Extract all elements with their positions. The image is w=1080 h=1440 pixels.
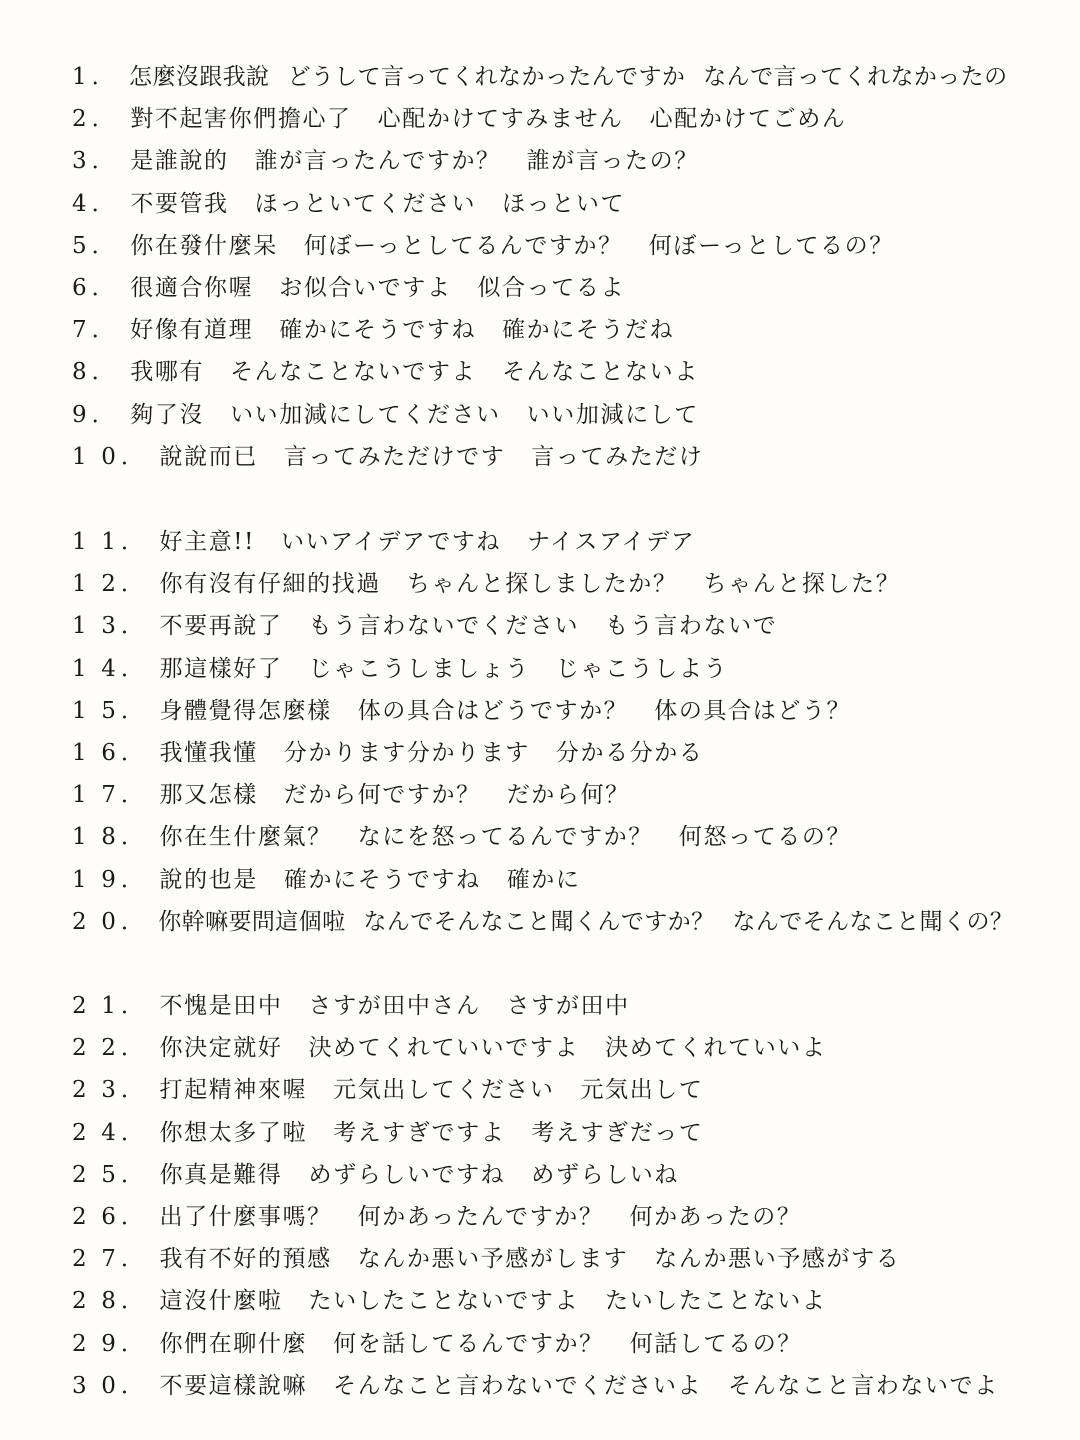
- japanese-polite-phrase: たいしたことないですよ: [308, 1288, 580, 1315]
- phrase-row: [72, 394, 1060, 436]
- chinese-phrase: 你在生什麼氣？: [159, 824, 332, 851]
- japanese-casual-phrase: 心配かけてごめん: [649, 106, 847, 133]
- phrase-row: [72, 1112, 1060, 1154]
- phrase-group-2: [72, 521, 1060, 943]
- chinese-phrase: 那又怎樣: [159, 782, 258, 809]
- japanese-polite-phrase: 考えすぎですよ: [333, 1119, 506, 1146]
- number-separator: ．: [120, 1330, 146, 1357]
- japanese-polite-phrase: 決めてくれていいですよ: [308, 1035, 580, 1062]
- phrase-group-1: [72, 56, 1060, 478]
- japanese-casual-phrase: めずらしいね: [531, 1161, 679, 1188]
- japanese-polite-phrase: ちゃんと探しましたか？: [406, 571, 678, 598]
- chinese-phrase: 出了什麼事嗎？: [159, 1203, 332, 1230]
- number-separator: ．: [120, 824, 146, 851]
- japanese-polite-phrase: そんなこと言わないでくださいよ: [333, 1372, 703, 1399]
- chinese-phrase: 不要這樣說嘛: [159, 1372, 308, 1399]
- phrase-number: 2 9: [72, 1330, 121, 1357]
- phrase-group-3: [72, 985, 1060, 1407]
- japanese-casual-phrase: 何怒ってるの？: [678, 824, 852, 851]
- phrase-number: 1 8: [72, 824, 121, 851]
- phrase-number: 5: [72, 232, 92, 259]
- number-separator: ．: [120, 443, 146, 470]
- phrase-number: 7: [72, 317, 92, 344]
- japanese-casual-phrase: そんなこと言わないでよ: [728, 1372, 999, 1399]
- chinese-phrase: 不要管我: [130, 190, 229, 217]
- phrase-row: [72, 309, 1060, 351]
- japanese-polite-phrase: なにを怒ってるんですか？: [357, 824, 653, 851]
- number-separator: ．: [120, 1372, 146, 1399]
- number-separator: ．: [120, 782, 146, 809]
- phrase-row: [72, 648, 1060, 690]
- phrase-row: [72, 1027, 1060, 1069]
- phrase-row: [72, 351, 1060, 393]
- phrase-row: [72, 56, 1060, 98]
- japanese-polite-phrase: 分かります分かります: [283, 739, 530, 766]
- japanese-polite-phrase: 確かにそうですね: [283, 866, 481, 893]
- phrase-row: [72, 436, 1060, 478]
- phrase-number: 1 0: [72, 443, 121, 470]
- number-separator: ．: [120, 1119, 146, 1146]
- japanese-polite-phrase: だから何ですか？: [283, 782, 481, 809]
- japanese-casual-phrase: じゃこうしよう: [555, 655, 729, 682]
- japanese-casual-phrase: そんなことないよ: [502, 359, 699, 386]
- number-separator: ．: [120, 993, 146, 1019]
- chinese-phrase: 你決定就好: [159, 1035, 283, 1062]
- phrase-number: 1 4: [72, 655, 121, 682]
- phrase-number: 9: [72, 401, 92, 428]
- japanese-polite-phrase: 心配かけてすみません: [377, 106, 624, 133]
- chinese-phrase: 你們在聊什麼: [159, 1330, 308, 1357]
- japanese-casual-phrase: 決めてくれていいよ: [605, 1035, 827, 1062]
- phrase-number: 1 1: [72, 529, 121, 555]
- japanese-casual-phrase: なんで言ってくれなかったの: [703, 64, 1008, 90]
- chinese-phrase: 好像有道理: [130, 317, 254, 344]
- japanese-polite-phrase: 元気出してください: [333, 1077, 555, 1104]
- japanese-polite-phrase: どうして言ってくれなかったんですか: [287, 64, 686, 90]
- phrase-row: [72, 1196, 1060, 1238]
- phrase-row: [72, 1365, 1060, 1407]
- phrase-row: [72, 183, 1060, 225]
- japanese-polite-phrase: なんでそんなこと聞くんですか？: [363, 908, 715, 935]
- phrase-row: [72, 605, 1060, 647]
- phrase-row: [72, 985, 1060, 1027]
- number-separator: ．: [120, 1161, 146, 1188]
- phrase-row: [72, 690, 1060, 732]
- number-separator: ．: [120, 1077, 146, 1104]
- phrase-row: [72, 859, 1060, 901]
- phrase-number: 2 0: [72, 908, 121, 935]
- phrase-number: 2 6: [72, 1203, 121, 1230]
- japanese-polite-phrase: ほっといてください: [254, 190, 477, 217]
- phrase-number: 1 2: [72, 571, 121, 598]
- number-separator: ．: [120, 529, 146, 555]
- number-separator: ．: [120, 1246, 146, 1273]
- number-separator: ．: [91, 317, 117, 344]
- chinese-phrase: 是誰說的: [130, 148, 229, 175]
- number-separator: ．: [120, 866, 146, 893]
- chinese-phrase: 你在發什麼呆: [130, 232, 278, 259]
- number-separator: ．: [91, 64, 116, 90]
- chinese-phrase: 說的也是: [159, 866, 258, 893]
- japanese-casual-phrase: 元気出して: [580, 1077, 704, 1104]
- chinese-phrase: 好主意!!: [159, 529, 255, 555]
- japanese-casual-phrase: 確かにそうだね: [502, 317, 675, 344]
- chinese-phrase: 你有沒有仔細的找過: [159, 571, 381, 598]
- chinese-phrase: 我有不好的預感: [159, 1246, 332, 1273]
- phrase-row: [72, 1323, 1060, 1365]
- phrase-row: [72, 774, 1060, 816]
- japanese-polite-phrase: めずらしいですね: [308, 1161, 506, 1188]
- japanese-polite-phrase: いいアイデアですね: [280, 529, 502, 555]
- japanese-polite-phrase: なんか悪い予感がします: [357, 1246, 629, 1273]
- japanese-casual-phrase: いい加減にして: [526, 401, 699, 428]
- number-separator: ．: [91, 274, 117, 301]
- japanese-casual-phrase: 似合ってるよ: [477, 274, 626, 301]
- number-separator: ．: [120, 571, 146, 598]
- japanese-polite-phrase: 何ぼーっとしてるんですか？: [303, 232, 623, 259]
- phrase-row: [72, 901, 1060, 943]
- chinese-phrase: 夠了沒: [130, 401, 205, 428]
- chinese-phrase: 不愧是田中: [159, 993, 283, 1019]
- japanese-polite-phrase: 言ってみただけです: [283, 443, 506, 470]
- japanese-casual-phrase: 体の具合はどう？: [654, 697, 852, 724]
- chinese-phrase: 不要再說了: [159, 613, 283, 640]
- phrase-number: 2 4: [72, 1119, 121, 1146]
- chinese-phrase: 對不起害你們擔心了: [130, 106, 352, 133]
- japanese-casual-phrase: 考えすぎだって: [531, 1119, 704, 1146]
- phrase-row: [72, 1280, 1060, 1322]
- number-separator: ．: [120, 613, 146, 640]
- phrase-row: [72, 1154, 1060, 1196]
- japanese-polite-phrase: そんなことないですよ: [230, 359, 477, 386]
- chinese-phrase: 你真是難得: [159, 1161, 283, 1188]
- number-separator: ．: [120, 1203, 146, 1230]
- japanese-casual-phrase: 確かに: [506, 866, 581, 893]
- phrase-number: 4: [72, 190, 92, 217]
- chinese-phrase: 說說而已: [159, 443, 258, 470]
- number-separator: ．: [91, 359, 117, 386]
- chinese-phrase: 怎麼沒跟我說: [129, 64, 270, 90]
- phrase-number: 1 3: [72, 613, 121, 640]
- japanese-casual-phrase: 何話してるの？: [629, 1330, 802, 1357]
- phrase-number: 1 9: [72, 866, 121, 893]
- number-separator: ．: [120, 908, 145, 935]
- phrase-number: 2: [72, 106, 92, 133]
- chinese-phrase: 我懂我懂: [159, 739, 258, 766]
- phrase-number: 2 2: [72, 1035, 121, 1062]
- phrase-number: 2 3: [72, 1077, 121, 1104]
- phrase-row: [72, 732, 1060, 774]
- japanese-casual-phrase: 何かあったの？: [629, 1203, 802, 1230]
- japanese-casual-phrase: もう言わないで: [605, 613, 778, 640]
- japanese-polite-phrase: 確かにそうですね: [279, 317, 477, 344]
- phrase-number: 8: [72, 359, 92, 386]
- japanese-casual-phrase: だから何？: [506, 782, 630, 809]
- japanese-casual-phrase: ナイスアイデア: [527, 529, 696, 555]
- number-separator: ．: [120, 655, 146, 682]
- chinese-phrase: 我哪有: [130, 359, 205, 386]
- chinese-phrase: 打起精神來喔: [159, 1077, 308, 1104]
- phrase-number: 3: [72, 148, 92, 175]
- phrase-row: [72, 225, 1060, 267]
- number-separator: ．: [120, 1035, 146, 1062]
- japanese-casual-phrase: 言ってみただけ: [531, 443, 704, 470]
- phrase-number: 2 8: [72, 1288, 121, 1315]
- phrase-number: 3 0: [72, 1372, 121, 1399]
- phrase-row: [72, 140, 1060, 182]
- japanese-casual-phrase: なんか悪い予感がする: [654, 1246, 901, 1273]
- phrase-number: 1: [72, 64, 92, 90]
- number-separator: ．: [91, 148, 117, 175]
- japanese-casual-phrase: なんでそんなこと聞くの？: [732, 908, 1014, 935]
- number-separator: ．: [120, 739, 146, 766]
- chinese-phrase: 這沒什麼啦: [159, 1288, 283, 1315]
- japanese-polite-phrase: お似合いですよ: [279, 274, 452, 301]
- chinese-phrase: 身體覺得怎麼樣: [159, 697, 332, 724]
- japanese-polite-phrase: じゃこうしましょう: [308, 655, 530, 682]
- japanese-polite-phrase: 何かあったんですか？: [357, 1203, 604, 1230]
- phrase-row: [72, 563, 1060, 605]
- phrase-row: [72, 521, 1060, 563]
- phrase-number: 1 7: [72, 782, 121, 809]
- chinese-phrase: 那這樣好了: [159, 655, 283, 682]
- phrase-number: 1 6: [72, 739, 121, 766]
- chinese-phrase: 你幹嘛要問這個啦: [158, 908, 346, 935]
- phrase-row: [72, 1069, 1060, 1111]
- chinese-phrase: 你想太多了啦: [159, 1119, 308, 1146]
- japanese-casual-phrase: 誰が言ったの？: [526, 148, 699, 175]
- number-separator: ．: [91, 401, 117, 428]
- japanese-casual-phrase: 何ぼーっとしてるの？: [648, 232, 894, 259]
- japanese-polite-phrase: 体の具合はどうですか？: [357, 697, 629, 724]
- number-separator: ．: [120, 697, 146, 724]
- phrase-number: 6: [72, 274, 92, 301]
- number-separator: ．: [91, 190, 117, 217]
- japanese-casual-phrase: 分かる分かる: [555, 739, 704, 766]
- phrase-row: [72, 267, 1060, 309]
- japanese-casual-phrase: ちゃんと探した？: [703, 571, 901, 598]
- japanese-polite-phrase: 何を話してるんですか？: [333, 1330, 604, 1357]
- japanese-polite-phrase: さすが田中さん: [308, 993, 481, 1019]
- number-separator: ．: [120, 1288, 146, 1315]
- chinese-phrase: 很適合你喔: [130, 274, 254, 301]
- phrase-number: 2 1: [72, 993, 121, 1019]
- phrase-row: [72, 1238, 1060, 1280]
- japanese-polite-phrase: 誰が言ったんですか？: [254, 148, 501, 175]
- japanese-polite-phrase: いい加減にしてください: [230, 401, 501, 428]
- phrase-row: [72, 816, 1060, 858]
- japanese-casual-phrase: さすが田中: [506, 993, 630, 1019]
- phrase-row: [72, 98, 1060, 140]
- japanese-polite-phrase: もう言わないでください: [308, 613, 580, 640]
- phrase-number: 2 7: [72, 1246, 121, 1273]
- number-separator: ．: [91, 232, 117, 259]
- phrase-number: 2 5: [72, 1161, 121, 1188]
- number-separator: ．: [91, 106, 117, 133]
- phrase-number: 1 5: [72, 697, 121, 724]
- japanese-casual-phrase: ほっといて: [502, 190, 626, 217]
- japanese-casual-phrase: たいしたことないよ: [605, 1288, 827, 1315]
